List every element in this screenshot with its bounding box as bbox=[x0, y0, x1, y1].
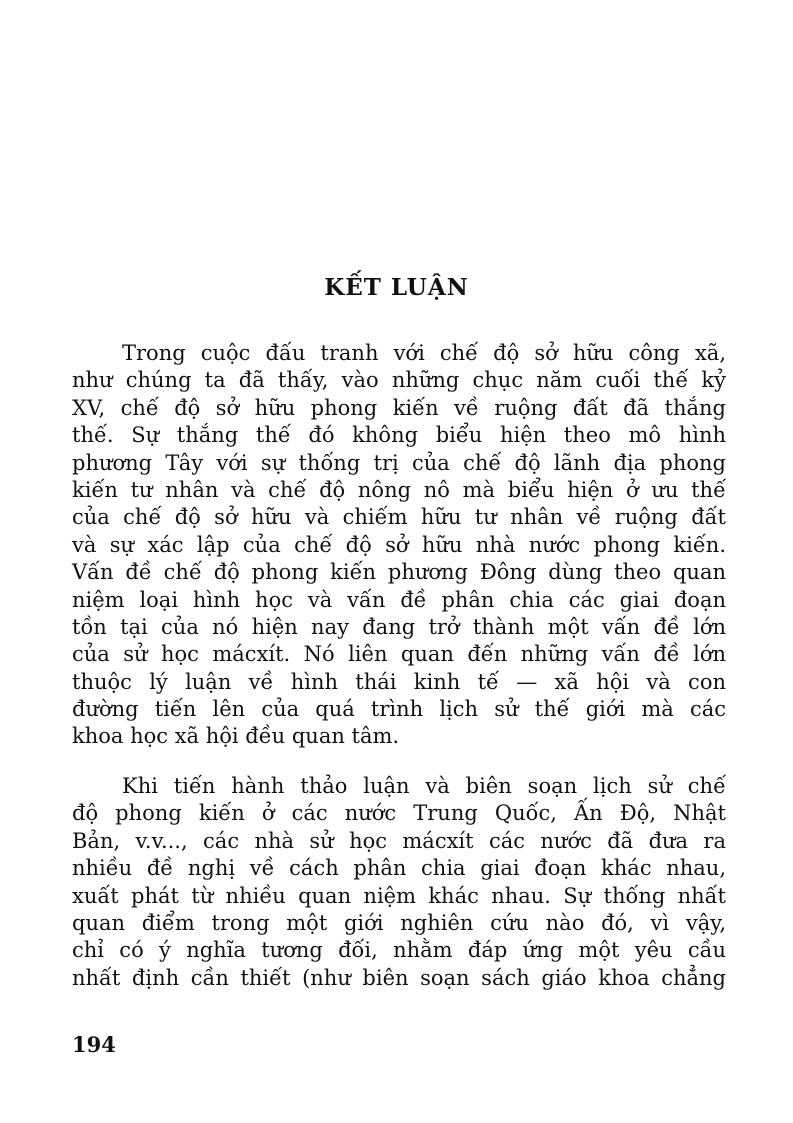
text-line: phương Tây với sự thống trị của chế độ lãnh địa phong bbox=[72, 450, 726, 475]
text-line: và sự xác lập của chế độ sở hữu nhà nước phong kiến. bbox=[72, 532, 726, 557]
paragraph-2 bbox=[72, 773, 726, 992]
text-line: Bản, v.v..., các nhà sử học mácxít các nước đã đưa ra bbox=[72, 828, 726, 853]
text-line: tồn tại của nó hiện nay đang trở thành một vấn đề lớn bbox=[72, 614, 726, 639]
text-line: Trong cuộc đấu tranh với chế độ sở hữu công xã, bbox=[122, 341, 726, 365]
text-line: của sử học mácxít. Nó liên quan đến những vấn đề lớn bbox=[72, 642, 726, 667]
page-number: 194 bbox=[72, 1032, 116, 1057]
text-line: khoa học xã hội đều quan tâm. bbox=[72, 724, 400, 749]
text-line: Khi tiến hành thảo luận và biên soạn lịch sử chế bbox=[122, 774, 726, 798]
text-line: quan điểm trong một giới nghiên cứu nào đó, vì vậy, bbox=[72, 910, 726, 935]
text-line: nhiều đề nghị về cách phân chia giai đoạn khác nhau, bbox=[72, 856, 726, 881]
text-line: chỉ có ý nghĩa tương đối, nhằm đáp ứng một yêu cầu bbox=[72, 938, 726, 963]
text-line: đường tiến lên của quá trình lịch sử thế giới mà các bbox=[72, 697, 726, 722]
chapter-heading: KẾT LUẬN bbox=[324, 274, 469, 301]
text-line: nhất định cần thiết (như biên soạn sách giáo khoa chẳng bbox=[72, 965, 726, 990]
text-line: của chế độ sở hữu và chiếm hữu tư nhân về ruộng đất bbox=[72, 505, 726, 530]
text-line: kiến tư nhân và chế độ nông nô mà biểu hiện ở ưu thế bbox=[72, 477, 726, 502]
text-line: độ phong kiến ở các nước Trung Quốc, Ấn Độ, Nhật bbox=[72, 801, 726, 826]
paragraph-1 bbox=[72, 340, 726, 751]
text-line: thế. Sự thắng thế đó không biểu hiện theo mô hình bbox=[72, 423, 726, 448]
text-line: thuộc lý luận về hình thái kinh tế — xã hội và con bbox=[72, 669, 726, 694]
text-line: Vấn đề chế độ phong kiến phương Đông dùng theo quan bbox=[72, 560, 726, 585]
text-line: niệm loại hình học và vấn đề phân chia các giai đoạn bbox=[72, 587, 726, 612]
text-line: xuất phát từ nhiều quan niệm khác nhau. Sự thống nhất bbox=[72, 883, 726, 908]
text-line: như chúng ta đã thấy, vào những chục năm cuối thế kỷ bbox=[72, 368, 726, 393]
text-line: XV, chế độ sở hữu phong kiến về ruộng đất đã thắng bbox=[72, 395, 726, 420]
